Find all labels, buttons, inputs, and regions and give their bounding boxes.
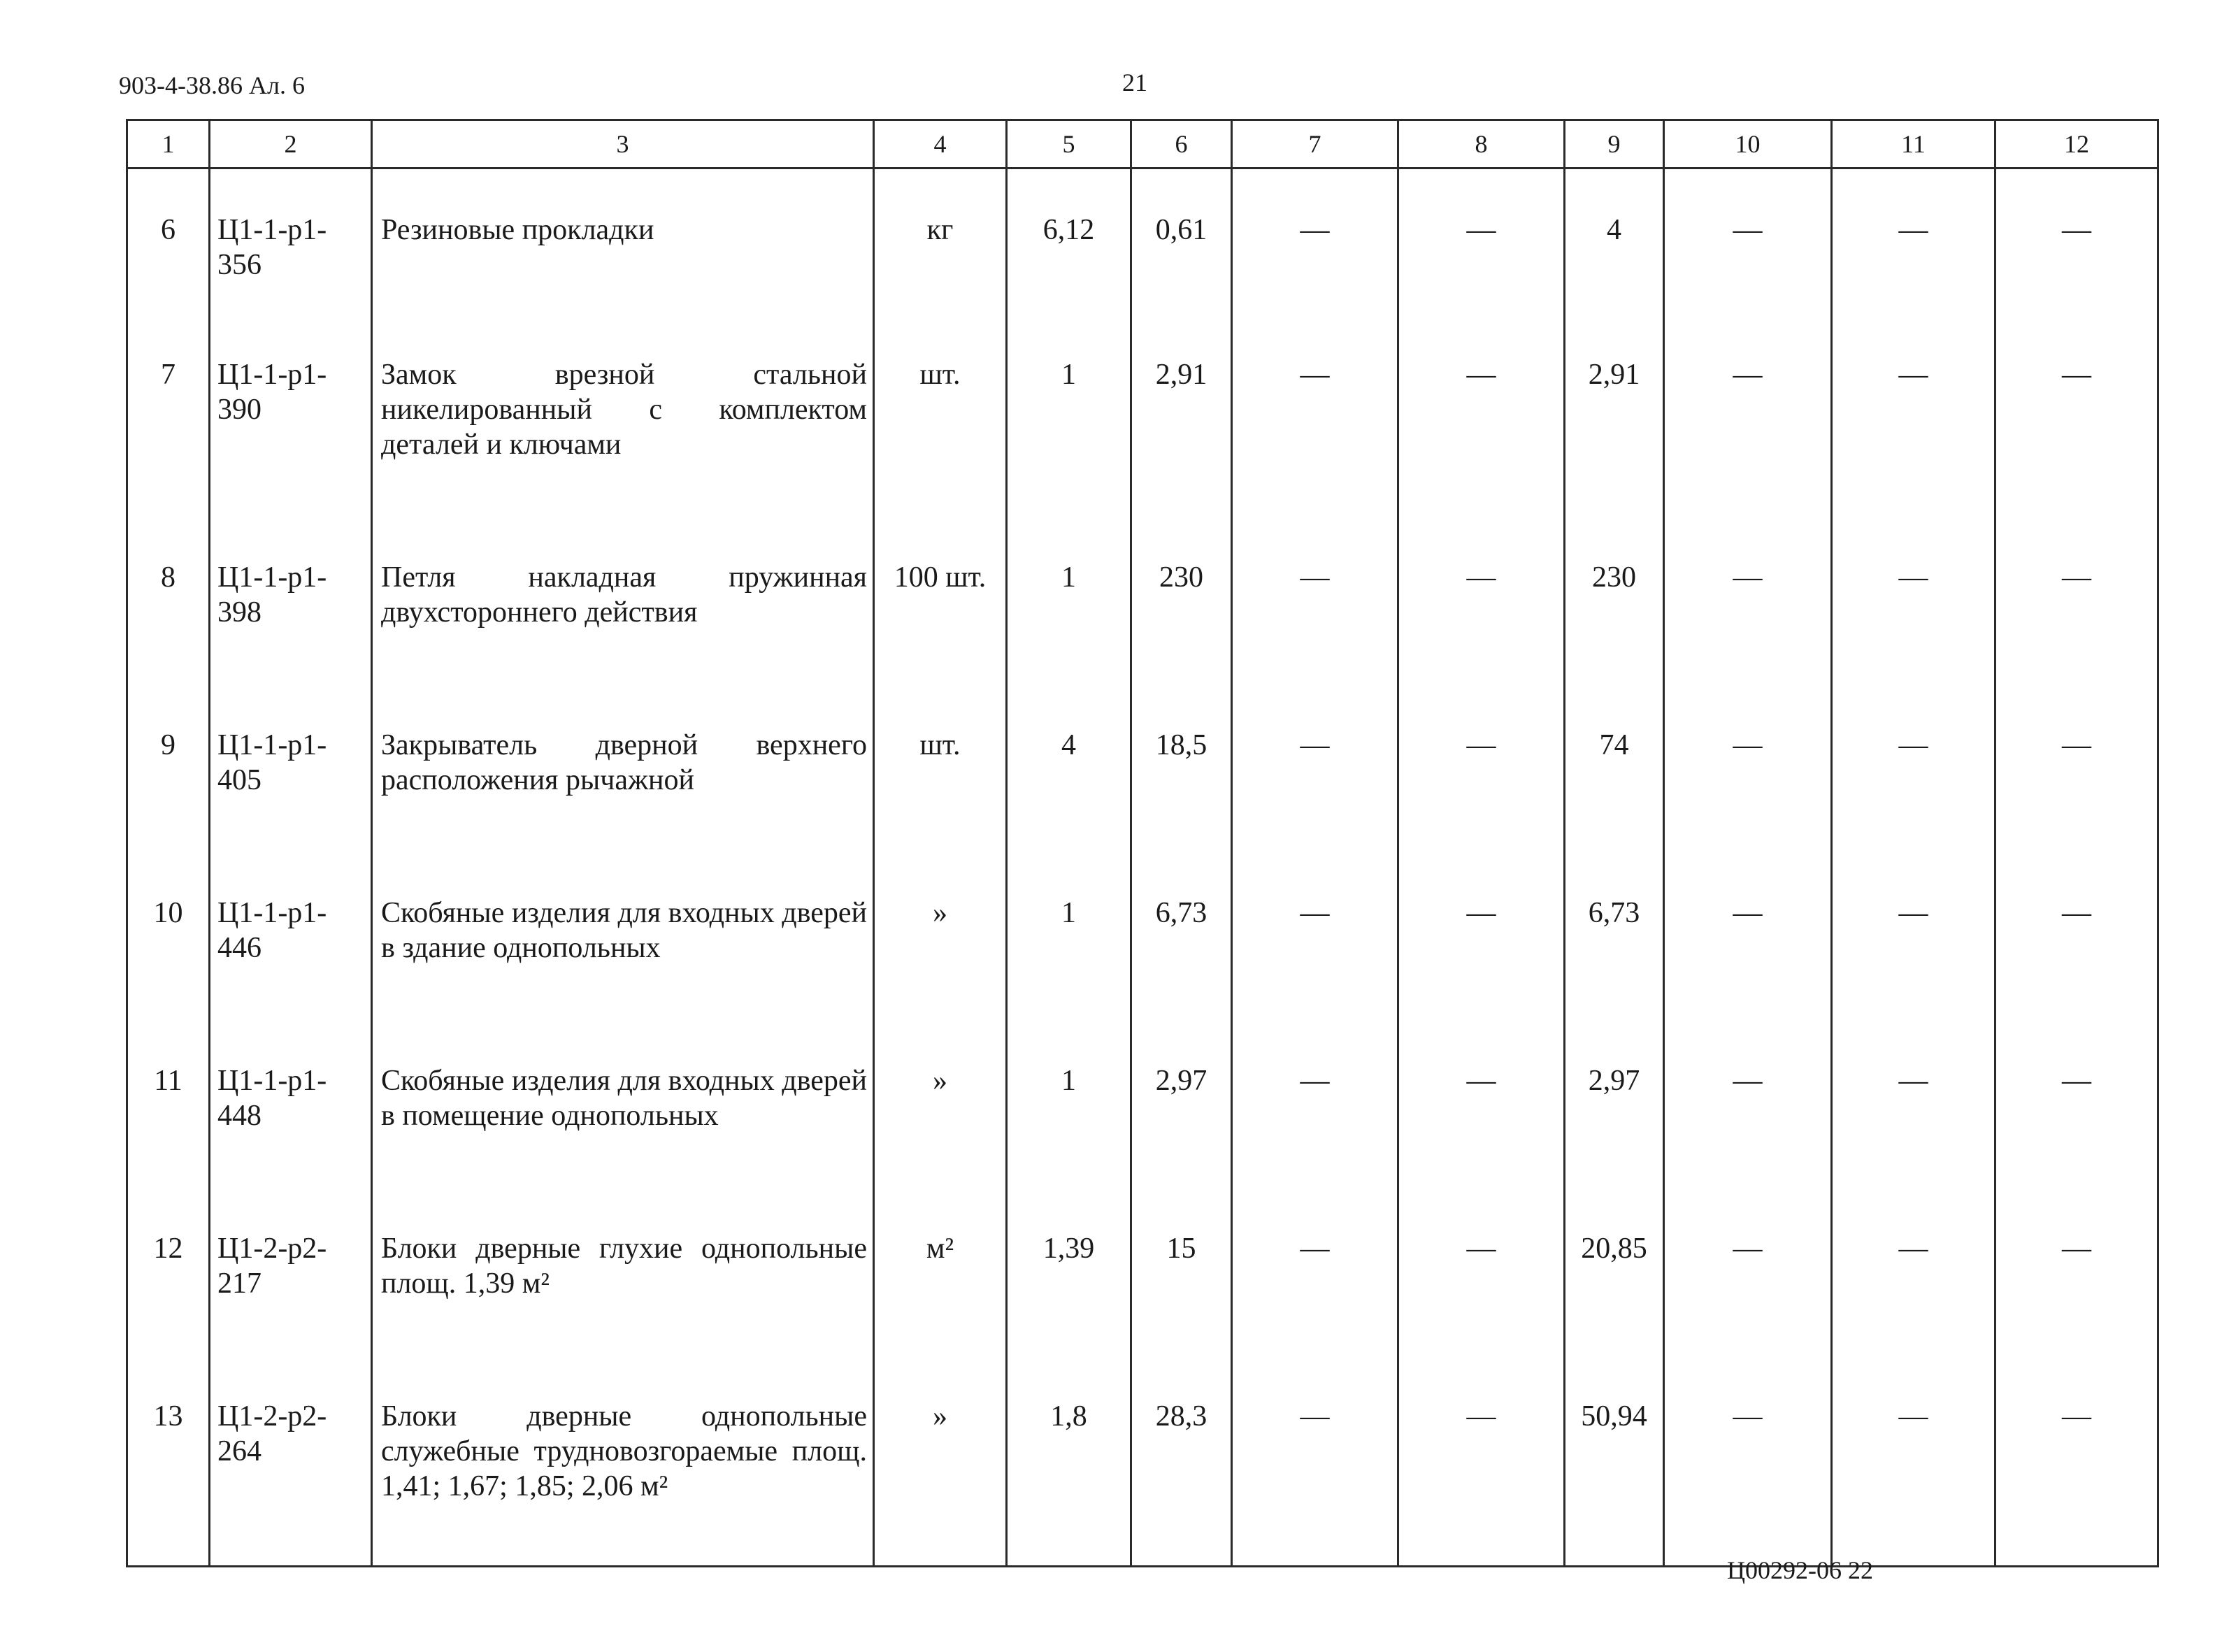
column-11-value: — [1832,1042,1995,1210]
column-11-value: — [1832,336,1995,539]
item-name: Скобяные изделия для входных дверей в здание однопольных [372,875,874,1042]
row-number: 6 [127,168,210,336]
column-12-value: — [1995,1378,2158,1567]
unit-price: 28,3 [1131,1378,1232,1567]
unit: » [874,1378,1007,1567]
total-cost: 50,94 [1565,1378,1664,1567]
column-header: 2 [210,120,372,168]
row-number: 10 [127,875,210,1042]
column-10-value: — [1664,1042,1832,1210]
column-8-value: — [1398,1042,1565,1210]
column-8-value: — [1398,539,1565,707]
column-header: 6 [1131,120,1232,168]
row-number: 8 [127,539,210,707]
unit: шт. [874,336,1007,539]
column-12-value: — [1995,1210,2158,1378]
document-code: 903-4-38.86 Ал. 6 [119,71,305,99]
column-10-value: — [1664,168,1832,336]
column-number-row [127,120,2158,168]
row-number: 7 [127,336,210,539]
item-code: Ц1-1-р1-448 [210,1042,372,1210]
column-12-value: — [1995,875,2158,1042]
column-8-value: — [1398,168,1565,336]
total-cost: 4 [1565,168,1664,336]
item-name: Закрыватель дверной верхнего расположения рычажной [372,707,874,875]
quantity: 1 [1007,1042,1131,1210]
quantity: 1,8 [1007,1378,1131,1567]
unit-price: 18,5 [1131,707,1232,875]
footer-code: Ц00292-06 22 [1727,1556,1873,1584]
item-name: Замок врезной стальной никелированный с комплектом деталей и ключами [372,336,874,539]
column-header: 5 [1007,120,1131,168]
quantity: 1,39 [1007,1210,1131,1378]
item-code: Ц1-1-р1-398 [210,539,372,707]
unit: » [874,875,1007,1042]
column-10-value: — [1664,1210,1832,1378]
row-number: 12 [127,1210,210,1378]
unit-price: 15 [1131,1210,1232,1378]
column-11-value: — [1832,875,1995,1042]
quantity: 4 [1007,707,1131,875]
column-11-value: — [1832,539,1995,707]
column-10-value: — [1664,707,1832,875]
row-number: 9 [127,707,210,875]
table-row [127,707,2158,875]
column-8-value: — [1398,336,1565,539]
total-cost: 74 [1565,707,1664,875]
unit: м² [874,1210,1007,1378]
item-name: Блоки дверные однопольные служебные трудновозгораемые площ. 1,41; 1,67; 1,85; 2,06 м² [372,1378,874,1567]
row-number: 11 [127,1042,210,1210]
item-code: Ц1-1-р1-390 [210,336,372,539]
column-12-value: — [1995,1042,2158,1210]
column-11-value: — [1832,168,1995,336]
column-7-value: — [1232,1378,1398,1567]
column-7-value: — [1232,1210,1398,1378]
column-header: 7 [1232,120,1398,168]
quantity: 1 [1007,875,1131,1042]
item-name: Блоки дверные глухие однопольные площ. 1,39 м² [372,1210,874,1378]
column-header: 12 [1995,120,2158,168]
column-8-value: — [1398,1210,1565,1378]
table-row [127,168,2158,336]
unit-price: 2,91 [1131,336,1232,539]
unit: 100 шт. [874,539,1007,707]
item-code: Ц1-2-р2-217 [210,1210,372,1378]
row-number: 13 [127,1378,210,1567]
item-code: Ц1-1-р1-356 [210,168,372,336]
column-7-value: — [1232,539,1398,707]
column-12-value: — [1995,168,2158,336]
quantity: 1 [1007,336,1131,539]
column-header: 4 [874,120,1007,168]
column-8-value: — [1398,1378,1565,1567]
column-7-value: — [1232,707,1398,875]
unit: кг [874,168,1007,336]
unit-price: 0,61 [1131,168,1232,336]
column-12-value: — [1995,539,2158,707]
unit-price: 2,97 [1131,1042,1232,1210]
item-code: Ц1-2-р2-264 [210,1378,372,1567]
table-row [127,539,2158,707]
item-name: Скобяные изделия для входных дверей в помещение однопольных [372,1042,874,1210]
column-11-value: — [1832,1210,1995,1378]
column-11-value: — [1832,707,1995,875]
table-row [127,875,2158,1042]
column-header: 1 [127,120,210,168]
column-10-value: — [1664,1378,1832,1567]
column-7-value: — [1232,1042,1398,1210]
total-cost: 230 [1565,539,1664,707]
item-code: Ц1-1-р1-446 [210,875,372,1042]
table-row [127,336,2158,539]
column-10-value: — [1664,336,1832,539]
column-8-value: — [1398,707,1565,875]
table-row [127,1378,2158,1567]
column-header: 8 [1398,120,1565,168]
column-10-value: — [1664,539,1832,707]
column-10-value: — [1664,875,1832,1042]
item-name: Резиновые прокладки [372,168,874,336]
column-12-value: — [1995,707,2158,875]
column-header: 10 [1664,120,1832,168]
total-cost: 20,85 [1565,1210,1664,1378]
unit: » [874,1042,1007,1210]
column-header: 11 [1832,120,1995,168]
column-7-value: — [1232,875,1398,1042]
total-cost: 2,97 [1565,1042,1664,1210]
column-7-value: — [1232,168,1398,336]
column-header: 3 [372,120,874,168]
table-row [127,1210,2158,1378]
unit: шт. [874,707,1007,875]
total-cost: 2,91 [1565,336,1664,539]
column-11-value: — [1832,1378,1995,1567]
quantity: 1 [1007,539,1131,707]
total-cost: 6,73 [1565,875,1664,1042]
column-header: 9 [1565,120,1664,168]
column-7-value: — [1232,336,1398,539]
item-name: Петля накладная пружинная двухстороннего действия [372,539,874,707]
quantity: 6,12 [1007,168,1131,336]
column-12-value: — [1995,336,2158,539]
table-row [127,1042,2158,1210]
unit-price: 230 [1131,539,1232,707]
page-number: 21 [1122,69,1147,96]
unit-price: 6,73 [1131,875,1232,1042]
specification-table [126,119,2159,1567]
item-code: Ц1-1-р1-405 [210,707,372,875]
column-8-value: — [1398,875,1565,1042]
